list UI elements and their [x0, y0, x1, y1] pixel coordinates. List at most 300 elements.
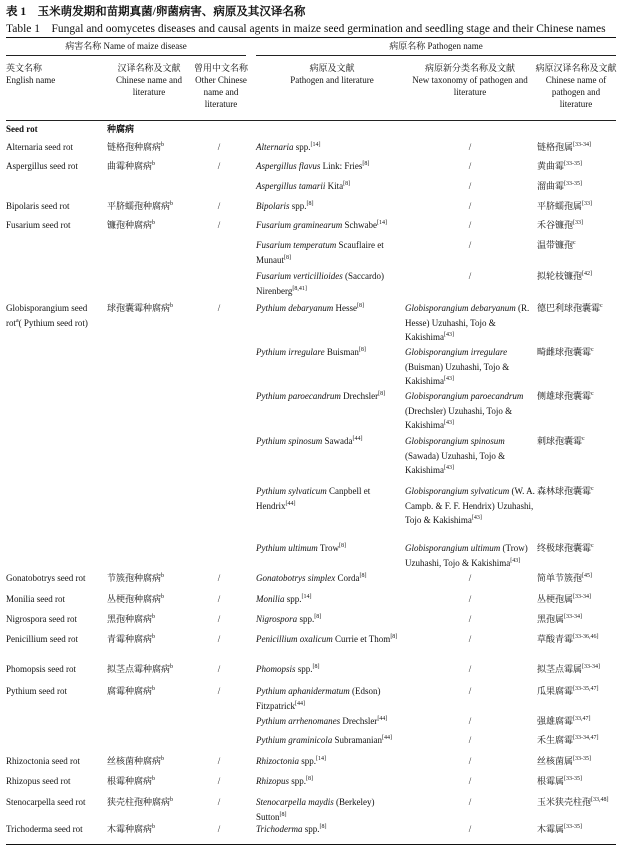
col-header-other-name-en: Other Chinese name and literature [195, 75, 247, 109]
pathogen-chinese-text: 丛梗孢属 [537, 594, 574, 604]
pathogen-authority: (Saccardo) Nirenberg [256, 271, 384, 296]
col-header-pathogen-chinese-cn: 病原汉译名称及文献 [535, 63, 617, 73]
pathogen-chinese-reference: [33-36,46] [573, 634, 599, 640]
group-rule-pathogen [256, 55, 616, 56]
pathogen-reference: [8] [314, 614, 322, 620]
disease-chinese-text: 曲霉种腐病 [107, 161, 153, 171]
col-header-pathogen-chinese [535, 62, 617, 110]
pathogen-chinese-reference: [33-34] [573, 142, 592, 148]
pathogen-chinese-reference: [33-35] [564, 776, 583, 782]
pathogen-name [256, 612, 402, 627]
pathogen-chinese-name [537, 301, 617, 316]
disease-chinese-name [107, 140, 185, 155]
disease-english-name [6, 822, 104, 837]
pathogen-chinese-text: 强雄腐霉 [537, 716, 574, 726]
disease-chinese-sup: b [170, 201, 174, 207]
disease-chinese-name [107, 632, 185, 647]
new-taxonomy [405, 484, 535, 528]
pathogen-chinese-text: 木霉属 [537, 824, 565, 834]
disease-chinese-text: 狭壳柱孢种腐病 [107, 797, 171, 807]
pathogen-binomial: Monilia [256, 594, 285, 604]
disease-chinese-text: 根霉种腐病 [107, 776, 153, 786]
pathogen-chinese-text: 拟茎点霉属 [537, 664, 583, 674]
pathogen-chinese-text: 草酸青霉 [537, 634, 574, 644]
pathogen-chinese-text: 畸雌球孢囊霉 [537, 347, 592, 357]
disease-chinese-text: 拟茎点霉种腐病 [107, 664, 171, 674]
pathogen-authority: spp. [295, 664, 313, 674]
pathogen-chinese-name [537, 822, 617, 837]
pathogen-binomial: Nigrospora [256, 614, 298, 624]
pathogen-chinese-name [537, 345, 617, 360]
pathogen-binomial: Fusarium graminearum [256, 220, 343, 230]
header-rule [6, 120, 616, 121]
new-taxonomy-binomial: Globisporangium sylvaticum [405, 486, 510, 496]
disease-english-text: Aspergillus seed rot [6, 161, 78, 171]
disease-english-name [6, 140, 104, 155]
pathogen-name [256, 389, 402, 404]
pathogen-reference: [8] [306, 776, 314, 782]
new-taxonomy [405, 592, 535, 607]
pathogen-chinese-name [537, 179, 617, 194]
new-taxonomy-text: / [468, 716, 472, 726]
pathogen-chinese-text: 黑孢属 [537, 614, 565, 624]
pathogen-reference: [8] [378, 391, 386, 397]
disease-english-name [6, 795, 104, 810]
col-header-pathogen-en: Pathogen and literature [290, 75, 374, 85]
new-taxonomy-text: / [468, 664, 472, 674]
disease-chinese-text: 镰孢种腐病 [107, 220, 153, 230]
new-taxonomy-reference: [43] [471, 515, 482, 521]
pathogen-name [256, 714, 402, 729]
disease-chinese-text: 青霉种腐病 [107, 634, 153, 644]
new-taxonomy-authority: (W. A. Campb. & F. F. Hendrix) Uzuhashi, Tojo & Kakishima [405, 486, 535, 525]
pathogen-binomial: Pythium aphanidermatum [256, 686, 350, 696]
pathogen-chinese-text: 禾生腐霉 [537, 735, 574, 745]
disease-chinese-sup: b [170, 797, 174, 803]
section-label-en: Seed rot [6, 124, 38, 134]
disease-english-text: Monilia seed rot [6, 594, 65, 604]
other-chinese-name [202, 140, 236, 155]
pathogen-chinese-text: 平脐蠕孢属 [537, 201, 583, 211]
disease-english-text: Phomopsis seed rot [6, 664, 77, 674]
pathogen-chinese-reference: [33-35] [564, 181, 583, 187]
new-taxonomy-text: / [468, 240, 472, 250]
pathogen-authority: Hesse [333, 303, 357, 313]
top-rule [6, 37, 616, 38]
new-taxonomy [405, 434, 535, 478]
new-taxonomy-text: / [468, 686, 472, 696]
disease-chinese-name [107, 301, 185, 316]
bottom-rule [6, 844, 616, 845]
pathogen-reference: [8] [390, 634, 398, 640]
pathogen-chinese-text: 禾谷镰孢 [537, 220, 574, 230]
pathogen-reference: [8] [359, 573, 367, 579]
disease-chinese-sup: b [161, 573, 165, 579]
pathogen-chinese-text: 侧雄球孢囊霉 [537, 391, 592, 401]
other-chinese-name [202, 754, 236, 769]
other-chinese-name [202, 684, 236, 699]
disease-chinese-text: 腐霉种腐病 [107, 686, 153, 696]
disease-english-text: Stenocarpella seed rot [6, 797, 86, 807]
disease-chinese-sup: b [152, 614, 156, 620]
pathogen-binomial: Alternaria [256, 142, 294, 152]
pathogen-chinese-name [537, 484, 617, 499]
disease-english-name [6, 754, 104, 769]
pathogen-authority: spp. [293, 142, 311, 152]
pathogen-name [256, 269, 402, 298]
pathogen-name [256, 684, 402, 713]
group-header-disease: 病害名称 Name of maize disease [65, 41, 187, 51]
pathogen-chinese-reference: c [582, 436, 585, 442]
pathogen-name [256, 571, 402, 586]
pathogen-reference: [8] [279, 811, 287, 818]
col-header-chinese-name [107, 62, 191, 98]
pathogen-reference: [44] [382, 735, 392, 741]
pathogen-reference: [8] [362, 161, 370, 167]
other-chinese-name [202, 774, 236, 789]
pathogen-chinese-name [537, 140, 617, 155]
pathogen-binomial: Aspergillus flavus [256, 161, 321, 171]
pathogen-reference: [8] [343, 181, 351, 187]
pathogen-chinese-reference: [33-35] [564, 824, 583, 830]
other-chinese-name [202, 612, 236, 627]
new-taxonomy-text: / [468, 634, 472, 644]
col-header-chinese-name-cn: 汉译名称及文献 [117, 63, 181, 73]
disease-chinese-name [107, 159, 185, 174]
new-taxonomy-text: / [468, 824, 472, 834]
disease-chinese-text: 链格孢种腐病 [107, 142, 162, 152]
disease-chinese-sup: b [152, 824, 156, 830]
pathogen-name [256, 140, 402, 155]
col-header-other-name-cn: 曾用中文名称 [193, 63, 248, 73]
pathogen-name [256, 632, 402, 647]
disease-english-text: Penicillium seed rot [6, 634, 78, 644]
new-taxonomy-binomial: Globisporangium spinosum [405, 436, 505, 446]
new-taxonomy [405, 179, 535, 194]
new-taxonomy [405, 159, 535, 174]
col-header-english-name-cn: 英文名称 [6, 63, 43, 73]
disease-chinese-name [107, 774, 185, 789]
pathogen-chinese-name [537, 269, 617, 284]
col-header-pathogen [262, 62, 402, 86]
pathogen-reference: [8] [319, 824, 327, 830]
pathogen-name [256, 345, 402, 360]
pathogen-chinese-name [537, 662, 617, 677]
pathogen-chinese-reference: [45] [582, 573, 593, 579]
new-taxonomy [405, 822, 535, 837]
pathogen-binomial: Gonatobotrys simplex [256, 573, 336, 583]
new-taxonomy-text: / [468, 142, 472, 152]
disease-english-text: Fusarium seed rot [6, 220, 71, 230]
disease-english-text: Alternaria seed rot [6, 142, 73, 152]
pathogen-binomial: Fusarium verticillioides [256, 271, 343, 281]
disease-english-name [6, 218, 104, 233]
other-chinese-text: / [217, 614, 221, 624]
new-taxonomy-text: / [468, 271, 472, 281]
pathogen-chinese-reference: c [573, 240, 576, 246]
new-taxonomy-text: / [468, 756, 472, 766]
disease-english-name [6, 632, 104, 647]
pathogen-authority: Corda [335, 573, 360, 583]
disease-english-text: Globisporangium seed rot [6, 303, 88, 328]
pathogen-name [256, 159, 402, 174]
pathogen-binomial: Rhizopus [256, 776, 290, 786]
pathogen-chinese-text: 黄曲霉 [537, 161, 565, 171]
col-header-new-taxonomy-en: New taxonomy of pathogen and literature [412, 75, 528, 97]
pathogen-chinese-name [537, 754, 617, 769]
new-taxonomy [405, 612, 535, 627]
disease-chinese-sup: b [170, 303, 174, 309]
new-taxonomy-text: / [468, 181, 472, 191]
other-chinese-text: / [217, 161, 221, 171]
pathogen-chinese-reference: c [591, 347, 594, 353]
new-taxonomy-binomial: Globisporangium debaryanum [405, 303, 516, 313]
disease-chinese-text: 丛梗孢种腐病 [107, 594, 162, 604]
other-chinese-name [202, 822, 236, 837]
disease-chinese-sup: b [152, 634, 156, 640]
other-chinese-name [202, 199, 236, 214]
other-chinese-text: / [217, 776, 221, 786]
new-taxonomy-authority: (Sawada) Uzuhashi, Tojo & Kakishima [405, 450, 506, 475]
new-taxonomy [405, 541, 535, 570]
pathogen-name [256, 434, 402, 449]
other-chinese-name [202, 218, 236, 233]
col-header-other-name [192, 62, 250, 110]
pathogen-reference: [14] [310, 142, 321, 148]
pathogen-reference: [44] [295, 700, 305, 707]
pathogen-name [256, 733, 402, 748]
new-taxonomy-text: / [468, 735, 472, 745]
new-taxonomy-text: / [468, 220, 472, 230]
pathogen-chinese-name [537, 571, 617, 586]
pathogen-chinese-text: 拟轮枝镰孢 [537, 271, 583, 281]
pathogen-name [256, 199, 402, 214]
disease-english-name [6, 684, 104, 699]
disease-chinese-sup: b [152, 686, 156, 692]
pathogen-chinese-name [537, 684, 617, 699]
other-chinese-text: / [217, 634, 221, 644]
pathogen-chinese-reference: [33,47] [573, 716, 591, 722]
pathogen-name [256, 238, 402, 267]
col-header-pathogen-cn: 病原及文献 [309, 63, 355, 73]
pathogen-reference: [8] [306, 201, 314, 207]
other-chinese-text: / [217, 303, 221, 313]
pathogen-authority: (Berkeley) Sutton [256, 797, 375, 822]
new-taxonomy-authority: (Drechsler) Uzuhashi, Tojo & Kakishima [405, 405, 513, 430]
disease-chinese-sup: b [161, 756, 165, 762]
new-taxonomy-text: / [468, 614, 472, 624]
pathogen-chinese-reference: [42] [582, 271, 593, 277]
disease-english-text: Rhizoctonia seed rot [6, 756, 80, 766]
new-taxonomy [405, 754, 535, 769]
new-taxonomy-text: / [468, 594, 472, 604]
new-taxonomy [405, 714, 535, 729]
new-taxonomy [405, 238, 535, 253]
pathogen-binomial: Pythium paroecandrum [256, 391, 341, 401]
disease-chinese-sup: b [161, 594, 165, 600]
pathogen-reference: [14] [301, 594, 312, 600]
pathogen-authority: Buisman [324, 347, 359, 357]
disease-chinese-sup: b [170, 664, 174, 670]
pathogen-chinese-text: 瓜果腐霉 [537, 686, 574, 696]
new-taxonomy-reference: [43] [444, 332, 454, 338]
new-taxonomy [405, 684, 535, 699]
pathogen-chinese-text: 温带镰孢 [537, 240, 574, 250]
pathogen-reference: [8] [356, 303, 364, 309]
other-chinese-name [202, 795, 236, 810]
other-chinese-name [202, 632, 236, 647]
disease-english-name [6, 301, 104, 330]
pathogen-chinese-reference: [33-35] [564, 161, 583, 167]
pathogen-authority: Trow [317, 543, 340, 553]
disease-english-name [6, 774, 104, 789]
disease-english-text: Pythium seed rot [6, 686, 67, 696]
new-taxonomy-reference: [43] [444, 465, 454, 471]
pathogen-binomial: Pythium sylvaticum [256, 486, 327, 496]
disease-english-text: Bipolaris seed rot [6, 201, 70, 211]
other-chinese-name [202, 301, 236, 316]
other-chinese-name [202, 662, 236, 677]
table-title-english: Table 1 Fungal and oomycetes diseases and causal agents in maize seed germination and seedling stage and their Chinese names [6, 23, 606, 35]
pathogen-chinese-text: 刺球孢囊霉 [537, 436, 583, 446]
pathogen-chinese-reference: [33] [582, 201, 593, 207]
disease-chinese-name [107, 795, 185, 810]
disease-chinese-name [107, 199, 185, 214]
col-header-pathogen-chinese-en: Chinese name of pathogen and literature [545, 75, 607, 109]
pathogen-authority: spp. [297, 614, 315, 624]
disease-english-name [6, 592, 104, 607]
other-chinese-text: / [217, 201, 221, 211]
new-taxonomy-binomial: Globisporangium paroecandrum [405, 391, 524, 401]
pathogen-reference: [44] [285, 500, 296, 507]
pathogen-chinese-reference: [33-34] [573, 594, 592, 600]
other-chinese-name [202, 592, 236, 607]
pathogen-binomial: Pythium debaryanum [256, 303, 334, 313]
pathogen-reference: [44] [377, 716, 388, 722]
new-taxonomy [405, 795, 535, 810]
pathogen-chinese-reference: [33-35] [573, 756, 592, 762]
new-taxonomy [405, 218, 535, 233]
pathogen-binomial: Pythium graminicola [256, 735, 333, 745]
disease-chinese-name [107, 612, 185, 627]
other-chinese-text: / [217, 797, 221, 807]
pathogen-chinese-text: 终极球孢囊霉 [537, 543, 592, 553]
new-taxonomy [405, 571, 535, 586]
pathogen-chinese-reference: [33] [573, 220, 584, 226]
pathogen-name [256, 795, 402, 824]
disease-english-name [6, 612, 104, 627]
table-title-chinese: 表 1 玉米萌发期和苗期真菌/卵菌病害、病原及其汉译名称 [6, 6, 306, 18]
pathogen-authority: spp. [289, 776, 307, 786]
pathogen-authority: Drechsler [340, 716, 378, 726]
pathogen-name [256, 179, 402, 194]
pathogen-reference: [8] [284, 254, 291, 261]
disease-english-name [6, 662, 104, 677]
new-taxonomy-authority: (Trow) Uzuhashi, Tojo & Kakishima [405, 543, 528, 568]
pathogen-authority: spp. [289, 201, 307, 211]
disease-english-name [6, 159, 104, 174]
pathogen-name [256, 662, 402, 677]
pathogen-reference: [14] [316, 756, 327, 762]
pathogen-chinese-name [537, 714, 617, 729]
new-taxonomy [405, 345, 535, 389]
pathogen-authority: Schwabe [342, 220, 378, 230]
new-taxonomy-text: / [468, 573, 472, 583]
pathogen-chinese-text: 丝核菌属 [537, 756, 574, 766]
group-header-pathogen: 病原名称 Pathogen name [389, 41, 483, 51]
disease-english-text: Nigrospora seed rot [6, 614, 77, 624]
pathogen-chinese-name [537, 632, 617, 647]
disease-chinese-sup: b [152, 776, 156, 782]
pathogen-authority: Drechsler [340, 391, 379, 401]
pathogen-name [256, 774, 402, 789]
pathogen-chinese-name [537, 795, 617, 810]
pathogen-reference: [8] [358, 347, 366, 353]
new-taxonomy-text: / [468, 797, 472, 807]
disease-chinese-text: 平脐蠕孢种腐病 [107, 201, 171, 211]
disease-chinese-sup: b [152, 161, 156, 167]
pathogen-binomial: Trichoderma [256, 824, 303, 834]
group-rule-disease [6, 55, 246, 56]
pathogen-chinese-name [537, 541, 617, 556]
disease-chinese-name [107, 571, 185, 586]
disease-chinese-sup: b [152, 220, 156, 226]
pathogen-name [256, 218, 402, 233]
disease-chinese-sup: b [161, 142, 165, 148]
disease-english-sup: a [16, 317, 19, 324]
pathogen-name [256, 592, 402, 607]
pathogen-authority: Canpbell et Hendrix [256, 486, 371, 511]
pathogen-binomial: Pythium arrhenomanes [256, 716, 341, 726]
pathogen-reference: [8] [312, 664, 320, 670]
pathogen-chinese-name [537, 612, 617, 627]
pathogen-name [256, 484, 402, 513]
pathogen-authority: (Edson) Fitzpatrick [256, 686, 381, 711]
pathogen-chinese-name [537, 159, 617, 174]
disease-chinese-name [107, 662, 185, 677]
pathogen-reference: [44] [352, 436, 363, 442]
pathogen-chinese-name [537, 592, 617, 607]
pathogen-reference: [14] [377, 220, 388, 226]
disease-chinese-text: 黑孢种腐病 [107, 614, 153, 624]
new-taxonomy [405, 662, 535, 677]
pathogen-chinese-reference: [33-34] [582, 664, 601, 670]
disease-english-name [6, 199, 104, 214]
disease-english-name [6, 571, 104, 586]
pathogen-chinese-name [537, 733, 617, 748]
new-taxonomy-reference: [43] [444, 420, 454, 426]
new-taxonomy-authority: (Buisman) Uzuhashi, Tojo & Kakishima [405, 361, 510, 386]
new-taxonomy [405, 389, 535, 433]
pathogen-chinese-reference: c [591, 543, 594, 549]
pathogen-chinese-reference: c [591, 391, 594, 397]
other-chinese-text: / [217, 594, 221, 604]
pathogen-chinese-name [537, 238, 617, 253]
col-header-english-name [6, 62, 55, 86]
pathogen-authority: Currie et Thom [332, 634, 391, 644]
pathogen-binomial: Bipolaris [256, 201, 290, 211]
pathogen-chinese-text: 森林球孢囊霉 [537, 486, 592, 496]
new-taxonomy-authority: (R. Hesse) Uzuhashi, Tojo & Kakishima [405, 303, 530, 342]
other-chinese-text: / [217, 220, 221, 230]
new-taxonomy [405, 301, 535, 345]
col-header-new-taxonomy [405, 62, 535, 98]
new-taxonomy-binomial: Globisporangium ultimum [405, 543, 501, 553]
other-chinese-text: / [217, 756, 221, 766]
pathogen-name [256, 754, 402, 769]
disease-english-text: Gonatobotrys seed rot [6, 573, 86, 583]
disease-chinese-text: 球孢囊霉种腐病 [107, 303, 171, 313]
